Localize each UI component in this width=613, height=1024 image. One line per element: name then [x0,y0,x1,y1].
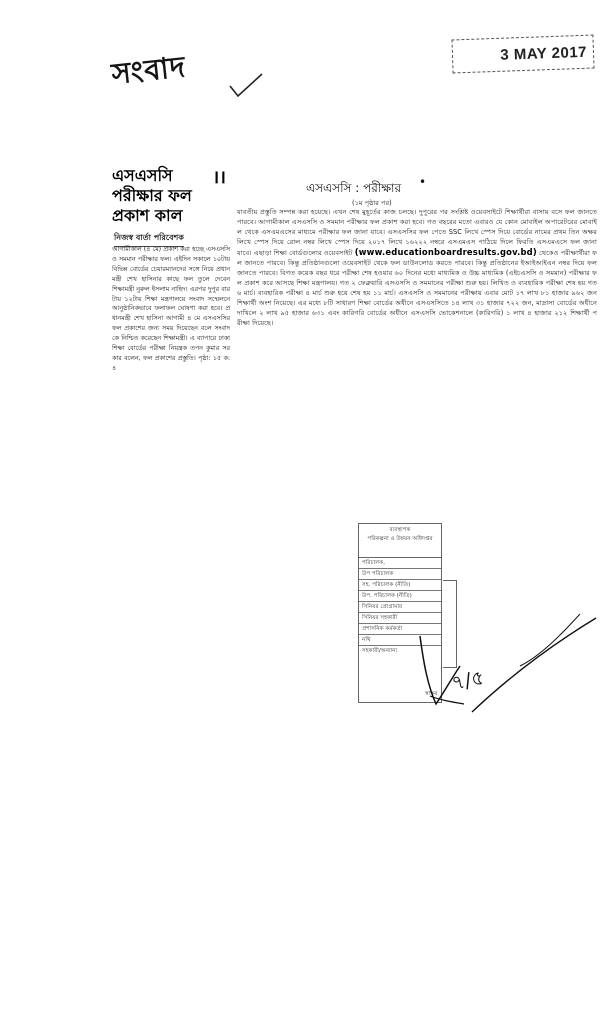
routing-slip-row: উপ পরিচালক [359,569,441,580]
right-article-body-part-1: যাবতীয় প্রস্তুতি সম্পন্ন করা হয়েছে। এখন শেষ মুহূর্তের কাজ চলছে। দুপুরের পর সংশ্লিষ্ট ওয়েবসাইটে শিক্ষার্থীরা বাসায় বসে ফল জানতে পারবে। আগামীকাল এসএসসি ও সমমান পরীক্ষার ফল প্রকাশ করা হবে। গত বছরের মতো এবারও যে কোন মোবাইল অপারেটরের মোবাইল থেকে এসএমএসের মাধ্যমে পরীক্ষার ফল জানা যাবে। এসএসসির ফল পেতে SSC লিখে স্পেস দিয়ে বোর্ডের নামের প্রথম তিন অক্ষর লিখে স্পেস দিয়ে রোল নম্বর লিখে স্পেস দিয়ে ২০১৭ লিখে ১৬২২২ নম্বরে এসএমএস পাঠিয়ে দিলে ফিরতি এসএমএসে ফল জানা যাবে। এছাড়া শিক্ষা বোর্ডগুলোর ওয়েবসাইট [237,208,597,257]
right-article-heading-text: এসএসসি : পরীক্ষার [306,181,402,195]
results-url: (www.educationboardresults.gov.bd) [354,247,537,257]
routing-slip-row: সিনিয়র প্রোগ্রামার [359,602,441,613]
routing-slip-row: পরিচালক, [359,558,441,569]
headline-line-3: প্রকাশ কাল [112,206,183,225]
right-article-body-part-2: থেকেও পরীক্ষার্থীরা ফল জানতে পারবে। কিন্তু প্রতিষ্ঠানগুলো ওয়েবসাইট থেকে ফল ডাউনলোড করতে পারবে। কিন্তু প্রতিষ্ঠানের ইআইআইএন নম্বর দিয়ে ফল জানতে পারবে। বিগত কয়েক বছর ধরে পরীক্ষা শেষ হওয়ার ৬০ দিনের মধ্যে মাধ্যমিক ও উচ্চ মাধ্যমিক (এইচএসসি ও সমমান) পরীক্ষার ফল প্রকাশ করে আসছে শিক্ষা মন্ত্রণালয়। গত ২ ফেব্রুয়ারি এসএসসি ও সমমানের পরীক্ষা শুরু হয়। লিখিত ও ব্যবহারিক পরীক্ষা শেষ হয় গত ৬ মার্চ। ব্যবহারিক পরীক্ষা ৪ মার্চ শুরু হয়ে শেষ হয় ১১ মার্চ। এসএসসি ও সমমানের পরীক্ষায় এবার মোট ১৭ লাখ ৮১ হাজার ৯৬২ জন শিক্ষার্থী অংশ নিয়েছে। এর মধ্যে ৮টি সাধারণ শিক্ষা বোর্ডের অধীনে এসএসসিতে ১৪ লাখ ৩১ হাজার ৭২২ জন, মাদ্রাসা বোর্ডের অধীনে দাখিলে ২ লাখ ৯৫ হাজার ৬৩১ এবং কারিগরি বোর্ডের অধীনে এসএসসি ভোকেশনালে (কারিগরি) ১ লাখ ৪ হাজার ২১২ শিক্ষার্থী পরীক্ষা দিয়েছে। [237,249,597,327]
handwritten-signature [400,596,600,726]
routing-slip-row: নথি [359,635,441,646]
left-article-body: আগামীকাল (৪ মে) প্রকাশ করা হচ্ছে এসএসসি ও সমমান পরীক্ষার ফল। এইদিন সকালে ১০টায় বিভিন্ন বোর্ডের চেয়ারম্যানদের সঙ্গে নিয়ে প্রধানমন্ত্রী শেখ হাসিনার কাছে ফল তুলে দেবেন শিক্ষামন্ত্রী নুরুল ইসলাম নাহিদ। এরপর দুপুর বারটায় ১২টায় শিক্ষা মন্ত্রণালয়ে সংবাদ সম্মেলনে আনুষ্ঠানিকভাবে ফলাফল ঘোষণা করা হবে। প্রধানমন্ত্রী শেখ হাসিনা আগামী ৪ মে এসএসসির ফল প্রকাশের জন্য সময় দিয়েছেন বলে সংবাদকে নিশ্চিত করেছেন শিক্ষামন্ত্রী। এ ব্যাপারে ঢাকা শিক্ষা বোর্ডের পরীক্ষা নিয়ন্ত্রক তপন কুমার সরকার বলেন, ফল প্রকাশের প্রস্তুতি। পৃষ্ঠা: ১৫ ক: ৪ [112,246,230,372]
headline-line-1: এসএসসি [112,166,173,185]
right-article-body [237,207,597,328]
headline-line-2: পরীক্ষার ফল [112,186,192,205]
routing-slip-footer: স্বাক্ষর [425,691,438,697]
right-article-subheading: (১ম পৃষ্ঠার পর) [352,199,392,207]
routing-slip-row: সিনিয়র সহকারী [359,613,441,624]
routing-slip-row: সহকারী/অন্যান্য [362,648,398,654]
routing-slip-title: ব্যবস্থাপক [389,527,411,533]
routing-slip-row: সহ. পরিচালক (নীতি) [359,580,441,591]
handwritten-number: ৭/৫ [449,664,487,696]
routing-slip-header [359,524,441,558]
headline-accent: ।। [212,167,226,188]
routing-slip-subtitle: পরিকল্পনা ও উন্নয়ন অধিদপ্তর [367,536,433,542]
heading-dot: • [418,175,427,189]
date-stamp [451,35,594,74]
routing-slip-row: উপ. পরিচালক (নীতি) [359,591,441,602]
masthead-logo: সংবাদ [109,49,188,91]
routing-slip-row: প্রশাসনিক কর্মকর্তা [359,624,441,635]
left-article-headline [112,166,232,226]
byline: নিজস্ব বার্তা পরিবেশক [114,232,184,247]
checkmark-icon [226,72,266,102]
date-stamp-text: 3 MAY 2017 [500,43,588,64]
